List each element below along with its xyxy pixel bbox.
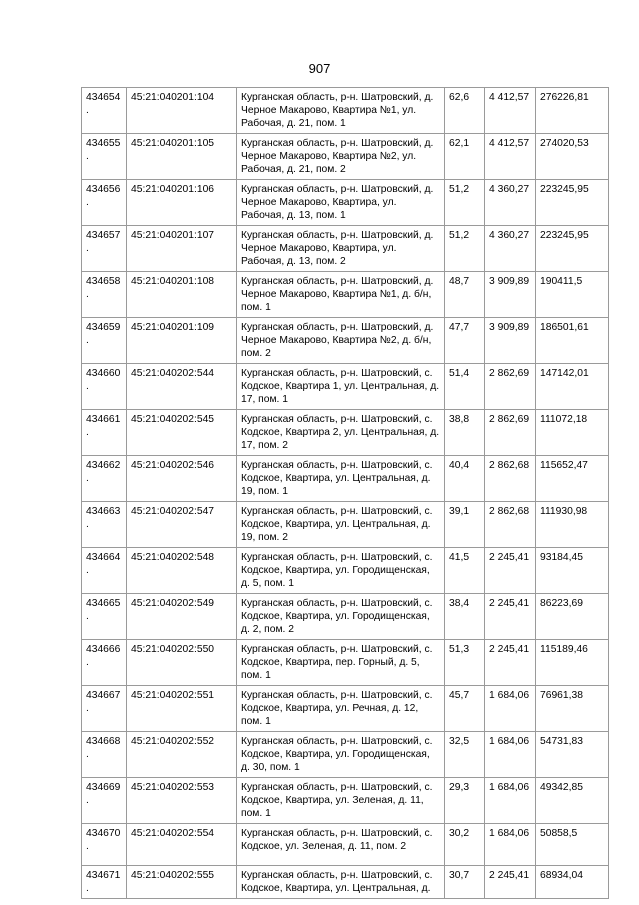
table-row [82, 226, 609, 272]
table-row [82, 594, 609, 640]
address: Курганская область, р-н. Шатровский, с. Кодское, ул. Зеленая, д. 11, пом. 2 [237, 824, 445, 866]
cadastral-number: 45:21:040202:552 [127, 732, 237, 778]
cadastral-number: 45:21:040201:105 [127, 134, 237, 180]
table-row [82, 824, 609, 866]
cadastral-number: 45:21:040201:107 [127, 226, 237, 272]
table-row [82, 456, 609, 502]
address: Курганская область, р-н. Шатровский, д. Черное Макарово, Квартира, ул. Рабочая, д. 13, пом. 1 [237, 180, 445, 226]
table-row [82, 410, 609, 456]
row-number: 434660. [82, 364, 127, 410]
area: 32,5 [445, 732, 485, 778]
address: Курганская область, р-н. Шатровский, с. Кодское, Квартира, пер. Горный, д. 5, пом. 1 [237, 640, 445, 686]
cadastral-number: 45:21:040202:547 [127, 502, 237, 548]
cost: 223245,95 [536, 226, 609, 272]
area: 51,4 [445, 364, 485, 410]
row-number: 434661. [82, 410, 127, 456]
area: 47,7 [445, 318, 485, 364]
table-row [82, 778, 609, 824]
area: 38,8 [445, 410, 485, 456]
table-row [82, 548, 609, 594]
table-row [82, 866, 609, 899]
address: Курганская область, р-н. Шатровский, с. Кодское, Квартира, ул. Зеленая, д. 11, пом. 1 [237, 778, 445, 824]
cost: 86223,69 [536, 594, 609, 640]
price-per-m2: 1 684,06 [485, 824, 536, 866]
cadastral-number: 45:21:040202:546 [127, 456, 237, 502]
area: 41,5 [445, 548, 485, 594]
row-number: 434655. [82, 134, 127, 180]
cost: 147142,01 [536, 364, 609, 410]
cost: 274020,53 [536, 134, 609, 180]
cost: 93184,45 [536, 548, 609, 594]
cadastral-number: 45:21:040202:545 [127, 410, 237, 456]
table-row [82, 364, 609, 410]
row-number: 434671. [82, 866, 127, 899]
address: Курганская область, р-н. Шатровский, с. Кодское, Квартира 2, ул. Центральная, д. 17, пом. 2 [237, 410, 445, 456]
cadastral-number: 45:21:040202:548 [127, 548, 237, 594]
row-number: 434663. [82, 502, 127, 548]
table-row [82, 502, 609, 548]
row-number: 434656. [82, 180, 127, 226]
area: 51,2 [445, 180, 485, 226]
price-per-m2: 4 412,57 [485, 88, 536, 134]
row-number: 434669. [82, 778, 127, 824]
price-per-m2: 2 862,69 [485, 364, 536, 410]
area: 40,4 [445, 456, 485, 502]
row-number: 434668. [82, 732, 127, 778]
price-per-m2: 4 360,27 [485, 180, 536, 226]
cost: 223245,95 [536, 180, 609, 226]
row-number: 434654. [82, 88, 127, 134]
cost: 111930,98 [536, 502, 609, 548]
address: Курганская область, р-н. Шатровский, с. Кодское, Квартира, ул. Речная, д. 12, пом. 1 [237, 686, 445, 732]
address: Курганская область, р-н. Шатровский, д. Черное Макарово, Квартира №1, ул. Рабочая, д. 21, пом. 1 [237, 88, 445, 134]
area: 39,1 [445, 502, 485, 548]
cadastral-number: 45:21:040202:550 [127, 640, 237, 686]
cost: 115652,47 [536, 456, 609, 502]
cadastral-number: 45:21:040202:554 [127, 824, 237, 866]
price-per-m2: 2 245,41 [485, 594, 536, 640]
row-number: 434667. [82, 686, 127, 732]
price-per-m2: 2 862,68 [485, 502, 536, 548]
cost: 50858,5 [536, 824, 609, 866]
row-number: 434664. [82, 548, 127, 594]
address: Курганская область, р-н. Шатровский, д. Черное Макарово, Квартира №2, д. б/н, пом. 2 [237, 318, 445, 364]
table-row [82, 732, 609, 778]
row-number: 434662. [82, 456, 127, 502]
price-per-m2: 4 360,27 [485, 226, 536, 272]
price-per-m2: 2 245,41 [485, 866, 536, 899]
cadastral-number: 45:21:040202:551 [127, 686, 237, 732]
table-body [82, 88, 609, 899]
price-per-m2: 2 862,68 [485, 456, 536, 502]
price-per-m2: 4 412,57 [485, 134, 536, 180]
cost: 68934,04 [536, 866, 609, 899]
row-number: 434666. [82, 640, 127, 686]
cost: 76961,38 [536, 686, 609, 732]
price-per-m2: 1 684,06 [485, 732, 536, 778]
cadastral-number: 45:21:040202:549 [127, 594, 237, 640]
price-per-m2: 3 909,89 [485, 318, 536, 364]
address: Курганская область, р-н. Шатровский, д. Черное Макарово, Квартира, ул. Рабочая, д. 13, пом. 2 [237, 226, 445, 272]
price-per-m2: 1 684,06 [485, 778, 536, 824]
table-row [82, 318, 609, 364]
table-row [82, 134, 609, 180]
table-row [82, 640, 609, 686]
area: 62,6 [445, 88, 485, 134]
row-number: 434658. [82, 272, 127, 318]
cadastral-number: 45:21:040201:109 [127, 318, 237, 364]
cost: 276226,81 [536, 88, 609, 134]
price-per-m2: 3 909,89 [485, 272, 536, 318]
cost: 115189,46 [536, 640, 609, 686]
property-registry-table [81, 87, 609, 899]
address: Курганская область, р-н. Шатровский, с. Кодское, Квартира, ул. Центральная, д. 19, пом. 1 [237, 456, 445, 502]
address: Курганская область, р-н. Шатровский, с. Кодское, Квартира, ул. Центральная, д. [237, 866, 445, 899]
row-number: 434665. [82, 594, 127, 640]
cadastral-number: 45:21:040202:544 [127, 364, 237, 410]
table-row [82, 88, 609, 134]
area: 29,3 [445, 778, 485, 824]
address: Курганская область, р-н. Шатровский, с. Кодское, Квартира, ул. Городищенская, д. 5, пом. 1 [237, 548, 445, 594]
area: 51,2 [445, 226, 485, 272]
cadastral-number: 45:21:040201:104 [127, 88, 237, 134]
table-row [82, 272, 609, 318]
address: Курганская область, р-н. Шатровский, с. Кодское, Квартира 1, ул. Центральная, д. 17, пом. 1 [237, 364, 445, 410]
cost: 54731,83 [536, 732, 609, 778]
area: 30,7 [445, 866, 485, 899]
cadastral-number: 45:21:040202:555 [127, 866, 237, 899]
row-number: 434659. [82, 318, 127, 364]
address: Курганская область, р-н. Шатровский, с. Кодское, Квартира, ул. Городищенская, д. 2, пом. 2 [237, 594, 445, 640]
price-per-m2: 2 245,41 [485, 640, 536, 686]
cadastral-number: 45:21:040202:553 [127, 778, 237, 824]
area: 38,4 [445, 594, 485, 640]
page-number: 907 [308, 61, 331, 76]
table-row [82, 180, 609, 226]
price-per-m2: 2 245,41 [485, 548, 536, 594]
table-row [82, 686, 609, 732]
area: 48,7 [445, 272, 485, 318]
price-per-m2: 2 862,69 [485, 410, 536, 456]
area: 45,7 [445, 686, 485, 732]
cost: 111072,18 [536, 410, 609, 456]
cost: 186501,61 [536, 318, 609, 364]
price-per-m2: 1 684,06 [485, 686, 536, 732]
area: 30,2 [445, 824, 485, 866]
address: Курганская область, р-н. Шатровский, д. Черное Макарово, Квартира №2, ул. Рабочая, д. 21, пом. 2 [237, 134, 445, 180]
address: Курганская область, р-н. Шатровский, с. Кодское, Квартира, ул. Центральная, д. 19, пом. 2 [237, 502, 445, 548]
area: 62,1 [445, 134, 485, 180]
address: Курганская область, р-н. Шатровский, с. Кодское, Квартира, ул. Городищенская, д. 30, пом. 1 [237, 732, 445, 778]
address: Курганская область, р-н. Шатровский, д. Черное Макарово, Квартира №1, д. б/н, пом. 1 [237, 272, 445, 318]
cadastral-number: 45:21:040201:108 [127, 272, 237, 318]
row-number: 434670. [82, 824, 127, 866]
area: 51,3 [445, 640, 485, 686]
row-number: 434657. [82, 226, 127, 272]
cost: 49342,85 [536, 778, 609, 824]
cost: 190411,5 [536, 272, 609, 318]
cadastral-number: 45:21:040201:106 [127, 180, 237, 226]
